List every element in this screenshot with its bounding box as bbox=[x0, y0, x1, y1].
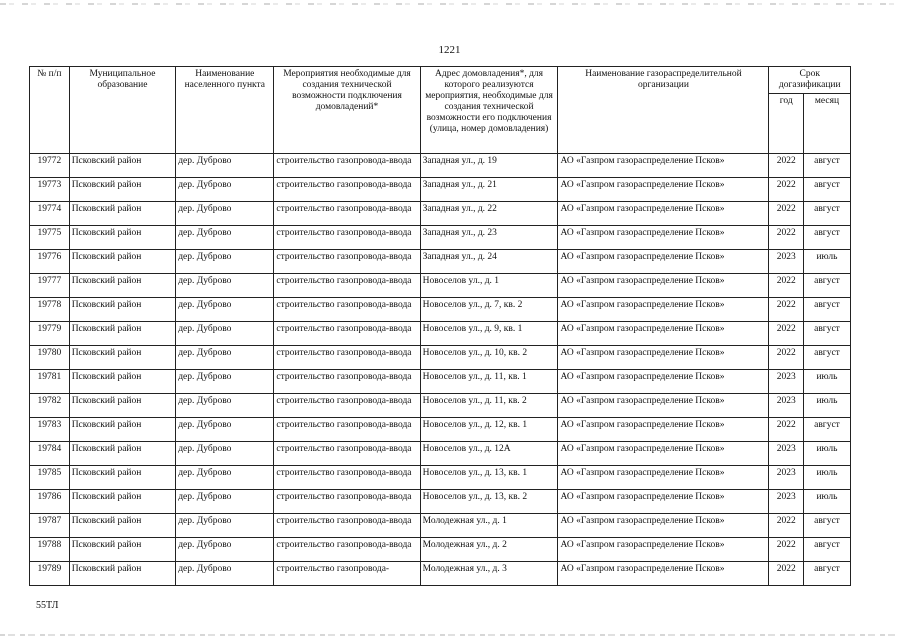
cell-year: 2023 bbox=[769, 490, 803, 514]
cell-settlement: дер. Дуброво bbox=[176, 322, 274, 346]
header-term: Срок догазификации bbox=[769, 67, 851, 94]
cell-measure: строительство газопровода-ввода bbox=[274, 490, 420, 514]
cell-organization: АО «Газпром газораспределение Псков» bbox=[558, 202, 769, 226]
cell-settlement: дер. Дуброво bbox=[176, 154, 274, 178]
cell-address: Новоселов ул., д. 7, кв. 2 bbox=[420, 298, 558, 322]
cell-num: 19781 bbox=[30, 370, 70, 394]
header-address: Адрес домовладения*, для которого реализуются мероприятия, необходимые для создания технической возможности его подключения (улица, номер домовладения) bbox=[420, 67, 558, 154]
cell-settlement: дер. Дуброво bbox=[176, 178, 274, 202]
cell-num: 19775 bbox=[30, 226, 70, 250]
cell-year: 2022 bbox=[769, 202, 803, 226]
cell-organization: АО «Газпром газораспределение Псков» bbox=[558, 178, 769, 202]
cell-num: 19788 bbox=[30, 538, 70, 562]
cell-settlement: дер. Дуброво bbox=[176, 274, 274, 298]
cell-settlement: дер. Дуброво bbox=[176, 418, 274, 442]
cell-num: 19774 bbox=[30, 202, 70, 226]
cell-month: август bbox=[803, 274, 850, 298]
cell-month: август bbox=[803, 202, 850, 226]
header-measures: Мероприятия необходимые для создания технической возможности подключения домовладений* bbox=[274, 67, 420, 154]
cell-measure: строительство газопровода-ввода bbox=[274, 298, 420, 322]
cell-num: 19789 bbox=[30, 562, 70, 586]
cell-settlement: дер. Дуброво bbox=[176, 442, 274, 466]
cell-month: август bbox=[803, 154, 850, 178]
cell-year: 2022 bbox=[769, 298, 803, 322]
cell-organization: АО «Газпром газораспределение Псков» bbox=[558, 346, 769, 370]
cell-address: Западная ул., д. 24 bbox=[420, 250, 558, 274]
cell-settlement: дер. Дуброво bbox=[176, 538, 274, 562]
table-row bbox=[30, 538, 851, 562]
cell-municipality: Псковский район bbox=[69, 346, 176, 370]
cell-num: 19777 bbox=[30, 274, 70, 298]
header-settlement: Наименование населенного пункта bbox=[176, 67, 274, 154]
cell-measure: строительство газопровода-ввода bbox=[274, 250, 420, 274]
cell-measure: строительство газопровода- bbox=[274, 562, 420, 586]
cell-address: Молодежная ул., д. 1 bbox=[420, 514, 558, 538]
cell-address: Новоселов ул., д. 12А bbox=[420, 442, 558, 466]
cell-num: 19773 bbox=[30, 178, 70, 202]
cell-municipality: Псковский район bbox=[69, 394, 176, 418]
cell-month: июль bbox=[803, 442, 850, 466]
cell-year: 2022 bbox=[769, 178, 803, 202]
table-row bbox=[30, 250, 851, 274]
cell-year: 2022 bbox=[769, 562, 803, 586]
cell-organization: АО «Газпром газораспределение Псков» bbox=[558, 298, 769, 322]
header-year: год bbox=[769, 94, 803, 154]
table-row bbox=[30, 178, 851, 202]
cell-settlement: дер. Дуброво bbox=[176, 298, 274, 322]
table-row bbox=[30, 394, 851, 418]
cell-measure: строительство газопровода-ввода bbox=[274, 154, 420, 178]
cell-municipality: Псковский район bbox=[69, 250, 176, 274]
cell-month: август bbox=[803, 178, 850, 202]
cell-year: 2022 bbox=[769, 418, 803, 442]
table-row bbox=[30, 346, 851, 370]
cell-measure: строительство газопровода-ввода bbox=[274, 274, 420, 298]
cell-address: Западная ул., д. 21 bbox=[420, 178, 558, 202]
cell-year: 2022 bbox=[769, 226, 803, 250]
cell-settlement: дер. Дуброво bbox=[176, 202, 274, 226]
cell-organization: АО «Газпром газораспределение Псков» bbox=[558, 466, 769, 490]
cell-address: Западная ул., д. 22 bbox=[420, 202, 558, 226]
table-row bbox=[30, 226, 851, 250]
header-num: № п/п bbox=[30, 67, 70, 154]
cell-settlement: дер. Дуброво bbox=[176, 514, 274, 538]
cell-address: Новоселов ул., д. 13, кв. 2 bbox=[420, 490, 558, 514]
cell-organization: АО «Газпром газораспределение Псков» bbox=[558, 250, 769, 274]
cell-organization: АО «Газпром газораспределение Псков» bbox=[558, 322, 769, 346]
cell-measure: строительство газопровода-ввода bbox=[274, 370, 420, 394]
table-row bbox=[30, 322, 851, 346]
cell-measure: строительство газопровода-ввода bbox=[274, 322, 420, 346]
cell-settlement: дер. Дуброво bbox=[176, 466, 274, 490]
cell-num: 19780 bbox=[30, 346, 70, 370]
cell-municipality: Псковский район bbox=[69, 274, 176, 298]
cell-month: июль bbox=[803, 250, 850, 274]
cell-num: 19778 bbox=[30, 298, 70, 322]
cell-year: 2022 bbox=[769, 538, 803, 562]
cell-settlement: дер. Дуброво bbox=[176, 346, 274, 370]
cell-num: 19786 bbox=[30, 490, 70, 514]
cell-month: июль bbox=[803, 394, 850, 418]
cell-year: 2023 bbox=[769, 250, 803, 274]
cell-municipality: Псковский район bbox=[69, 154, 176, 178]
cell-month: июль bbox=[803, 490, 850, 514]
cell-settlement: дер. Дуброво bbox=[176, 250, 274, 274]
cell-year: 2023 bbox=[769, 370, 803, 394]
header-month: месяц bbox=[803, 94, 850, 154]
table-body bbox=[30, 154, 851, 586]
cell-address: Новоселов ул., д. 13, кв. 1 bbox=[420, 466, 558, 490]
cell-organization: АО «Газпром газораспределение Псков» bbox=[558, 274, 769, 298]
cell-settlement: дер. Дуброво bbox=[176, 394, 274, 418]
cell-municipality: Псковский район bbox=[69, 322, 176, 346]
cell-municipality: Псковский район bbox=[69, 178, 176, 202]
cell-num: 19783 bbox=[30, 418, 70, 442]
cell-year: 2022 bbox=[769, 274, 803, 298]
cell-address: Молодежная ул., д. 3 bbox=[420, 562, 558, 586]
cell-month: август bbox=[803, 562, 850, 586]
footer-code: 55ТЛ bbox=[36, 600, 59, 611]
cell-year: 2023 bbox=[769, 466, 803, 490]
cell-measure: строительство газопровода-ввода bbox=[274, 202, 420, 226]
cell-measure: строительство газопровода-ввода bbox=[274, 346, 420, 370]
cell-settlement: дер. Дуброво bbox=[176, 226, 274, 250]
cell-municipality: Псковский район bbox=[69, 490, 176, 514]
cell-num: 19779 bbox=[30, 322, 70, 346]
table-row bbox=[30, 562, 851, 586]
cell-municipality: Псковский район bbox=[69, 298, 176, 322]
cell-organization: АО «Газпром газораспределение Псков» bbox=[558, 562, 769, 586]
cell-month: август bbox=[803, 538, 850, 562]
cell-num: 19782 bbox=[30, 394, 70, 418]
cell-measure: строительство газопровода-ввода bbox=[274, 418, 420, 442]
cell-organization: АО «Газпром газораспределение Псков» bbox=[558, 394, 769, 418]
cell-address: Молодежная ул., д. 2 bbox=[420, 538, 558, 562]
cell-organization: АО «Газпром газораспределение Псков» bbox=[558, 226, 769, 250]
cell-year: 2022 bbox=[769, 322, 803, 346]
cell-address: Новоселов ул., д. 1 bbox=[420, 274, 558, 298]
cell-municipality: Псковский район bbox=[69, 370, 176, 394]
cell-organization: АО «Газпром газораспределение Псков» bbox=[558, 514, 769, 538]
cell-month: август bbox=[803, 226, 850, 250]
cell-address: Новоселов ул., д. 11, кв. 2 bbox=[420, 394, 558, 418]
cell-month: август bbox=[803, 298, 850, 322]
table-row bbox=[30, 466, 851, 490]
table-row bbox=[30, 418, 851, 442]
cell-municipality: Псковский район bbox=[69, 466, 176, 490]
cell-month: август bbox=[803, 514, 850, 538]
cell-address: Новоселов ул., д. 11, кв. 1 bbox=[420, 370, 558, 394]
cell-municipality: Псковский район bbox=[69, 514, 176, 538]
cell-measure: строительство газопровода-ввода bbox=[274, 514, 420, 538]
cell-month: июль bbox=[803, 370, 850, 394]
cell-month: август bbox=[803, 322, 850, 346]
cell-settlement: дер. Дуброво bbox=[176, 562, 274, 586]
table-row bbox=[30, 442, 851, 466]
table-row bbox=[30, 154, 851, 178]
scan-artifact-bottom bbox=[0, 634, 899, 636]
cell-year: 2023 bbox=[769, 394, 803, 418]
cell-settlement: дер. Дуброво bbox=[176, 370, 274, 394]
cell-num: 19772 bbox=[30, 154, 70, 178]
cell-num: 19785 bbox=[30, 466, 70, 490]
table-row bbox=[30, 514, 851, 538]
page-number: 1221 bbox=[438, 44, 461, 56]
cell-measure: строительство газопровода-ввода bbox=[274, 466, 420, 490]
table-row bbox=[30, 274, 851, 298]
cell-settlement: дер. Дуброво bbox=[176, 490, 274, 514]
header-municipality: Муниципальное образование bbox=[69, 67, 176, 154]
table-row bbox=[30, 298, 851, 322]
table-row bbox=[30, 370, 851, 394]
cell-num: 19776 bbox=[30, 250, 70, 274]
cell-organization: АО «Газпром газораспределение Псков» bbox=[558, 154, 769, 178]
table-row bbox=[30, 490, 851, 514]
cell-measure: строительство газопровода-ввода bbox=[274, 394, 420, 418]
cell-measure: строительство газопровода-ввода bbox=[274, 538, 420, 562]
cell-municipality: Псковский район bbox=[69, 538, 176, 562]
cell-address: Новоселов ул., д. 12, кв. 1 bbox=[420, 418, 558, 442]
cell-organization: АО «Газпром газораспределение Псков» bbox=[558, 442, 769, 466]
cell-address: Западная ул., д. 19 bbox=[420, 154, 558, 178]
cell-organization: АО «Газпром газораспределение Псков» bbox=[558, 490, 769, 514]
cell-year: 2023 bbox=[769, 442, 803, 466]
cell-month: август bbox=[803, 346, 850, 370]
scan-artifact-top bbox=[0, 3, 899, 5]
cell-municipality: Псковский район bbox=[69, 226, 176, 250]
cell-num: 19784 bbox=[30, 442, 70, 466]
cell-address: Новоселов ул., д. 10, кв. 2 bbox=[420, 346, 558, 370]
cell-municipality: Псковский район bbox=[69, 202, 176, 226]
cell-year: 2022 bbox=[769, 346, 803, 370]
cell-address: Западная ул., д. 23 bbox=[420, 226, 558, 250]
cell-address: Новоселов ул., д. 9, кв. 1 bbox=[420, 322, 558, 346]
cell-municipality: Псковский район bbox=[69, 562, 176, 586]
cell-measure: строительство газопровода-ввода bbox=[274, 226, 420, 250]
cell-organization: АО «Газпром газораспределение Псков» bbox=[558, 370, 769, 394]
table-row bbox=[30, 202, 851, 226]
cell-organization: АО «Газпром газораспределение Псков» bbox=[558, 418, 769, 442]
cell-month: август bbox=[803, 418, 850, 442]
cell-organization: АО «Газпром газораспределение Псков» bbox=[558, 538, 769, 562]
cell-municipality: Псковский район bbox=[69, 442, 176, 466]
cell-measure: строительство газопровода-ввода bbox=[274, 442, 420, 466]
gasification-table bbox=[29, 66, 851, 586]
cell-measure: строительство газопровода-ввода bbox=[274, 178, 420, 202]
header-organization: Наименование газораспределительной организации bbox=[558, 67, 769, 154]
cell-year: 2022 bbox=[769, 154, 803, 178]
cell-num: 19787 bbox=[30, 514, 70, 538]
cell-year: 2022 bbox=[769, 514, 803, 538]
cell-municipality: Псковский район bbox=[69, 418, 176, 442]
cell-month: июль bbox=[803, 466, 850, 490]
header-row bbox=[30, 67, 851, 94]
